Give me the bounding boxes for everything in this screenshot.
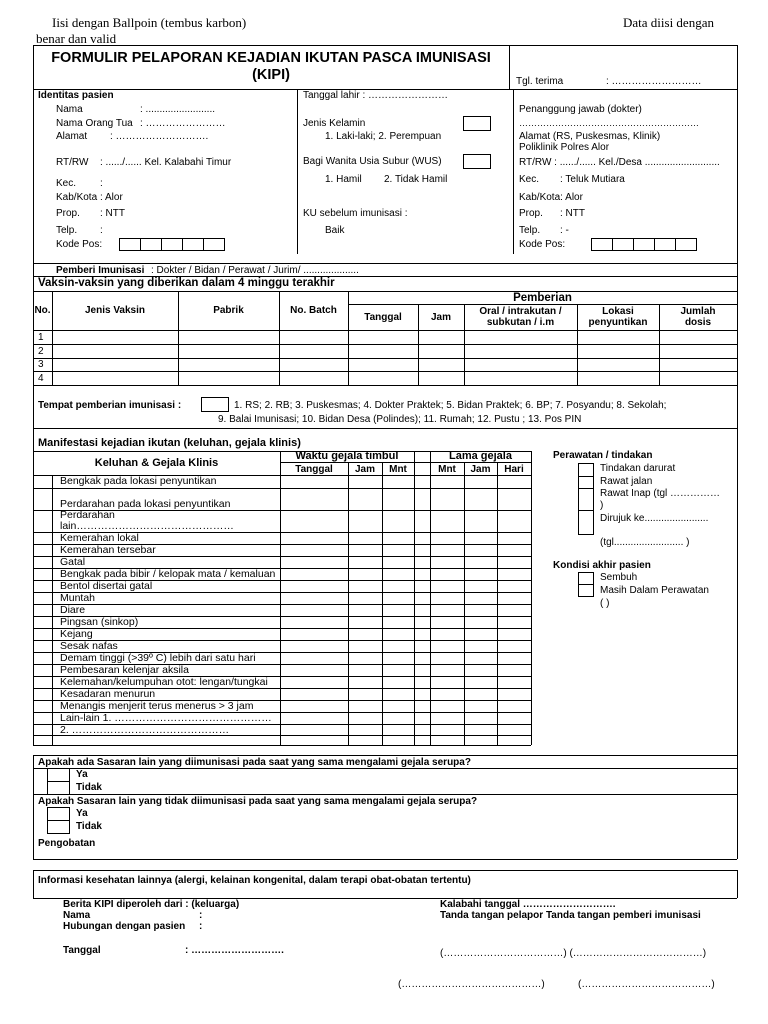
patient-heading: Identitas pasien xyxy=(38,90,114,101)
tgl-lahir-field[interactable]: Tanggal lahir : …………………… xyxy=(303,90,449,101)
gejala-item: Demam tinggi (>39º C) lebih dari satu hari xyxy=(60,652,256,664)
perawatan-inap-close: ) xyxy=(600,500,604,511)
lama-jam: Jam xyxy=(470,464,491,475)
gejala-item: Menangis menjerit terus menerus > 3 jam xyxy=(60,700,254,712)
lama-mnt: Mnt xyxy=(438,464,456,475)
faskes-label: Alamat (RS, Puskesmas, Klinik) xyxy=(519,131,661,142)
waktu-tanggal: Tanggal xyxy=(295,464,333,475)
wus-tidak-hamil: 2. Tidak Hamil xyxy=(384,174,448,185)
gejala-item: Sesak nafas xyxy=(60,640,118,652)
perawatan-dirujuk: Dirujuk ke....................... xyxy=(600,513,709,524)
lama-hari: Hari xyxy=(504,464,524,475)
right-kec-value[interactable]: : Teluk Mutiara xyxy=(560,174,625,185)
sasaran-q2: Apakah Sasaran lain yang tidak diimunisasi pada saat yang sama mengalami gejala serupa? xyxy=(38,796,478,807)
col-jumlah: Jumlah dosis xyxy=(680,306,716,328)
gejala-item: Kesadaran menurun xyxy=(60,688,156,700)
col-no: No. xyxy=(34,305,51,316)
right-kodepos-label: Kode Pos: xyxy=(519,239,566,250)
right-kodepos-boxes[interactable] xyxy=(591,238,697,251)
ortu-label: Nama Orang Tua xyxy=(56,118,133,129)
sig-line-2[interactable]: (……………………………………) xyxy=(398,979,545,990)
gejala-item: Pingsan (sinkop) xyxy=(60,616,139,628)
gejala-item: Bengkak pada lokasi penyuntikan xyxy=(60,475,217,487)
instruction-left-2: benar dan valid xyxy=(36,31,117,46)
kondisi-heading: Kondisi akhir pasien xyxy=(553,560,651,571)
sig-line-3[interactable]: (…………………………………) xyxy=(578,979,715,990)
right-telp-label: Telp. xyxy=(519,225,541,236)
perawatan-checkboxes[interactable] xyxy=(578,463,594,535)
wus-hamil: 1. Hamil xyxy=(325,174,362,185)
footer-tanggal-label: Tanggal xyxy=(63,945,101,956)
pemberian-header: Pemberian xyxy=(513,292,572,304)
instruction-right: Data diisi dengan xyxy=(623,15,714,30)
perawatan-inap: Rawat Inap (tgl …………… xyxy=(600,488,721,499)
perawatan-jalan: Rawat jalan xyxy=(600,476,653,487)
gejala-item: Perdarahan xyxy=(60,509,115,521)
sig-line-1[interactable]: (………………………………) (…………………………………) xyxy=(440,948,707,959)
tempat-label: Tempat pemberian imunisasi : xyxy=(38,400,182,411)
col-no-batch: No. Batch xyxy=(290,305,337,316)
footer-tanggal-field[interactable]: : ………………………. xyxy=(185,945,284,956)
alamat-field[interactable]: : ………………………. xyxy=(110,131,209,142)
sasaran-q1-tidak: Tidak xyxy=(76,782,102,793)
waktu-mnt: Mnt xyxy=(389,464,407,475)
right-telp-value[interactable]: : - xyxy=(560,225,569,236)
kab-field[interactable]: : Alor xyxy=(100,192,123,203)
pengobatan-label: Pengobatan xyxy=(38,838,96,849)
kondisi-keterangan: ( ) xyxy=(600,598,610,609)
prop-label: Prop. xyxy=(56,208,80,219)
form-title-kipi: (KIPI) xyxy=(252,67,290,83)
kab-label: Kab/Kota xyxy=(56,192,98,203)
penanggung-field[interactable]: …………………………………………………… xyxy=(519,118,699,128)
gejala-item: Kemerahan lokal xyxy=(60,532,139,544)
faskes-value[interactable]: Poliklinik Polres Alor xyxy=(519,142,610,153)
kondisi-dirawat-checkbox[interactable] xyxy=(578,584,594,597)
tgl-terima-field[interactable]: : ……………………… xyxy=(606,76,702,87)
gejala-item: Muntah xyxy=(60,592,96,604)
wus-checkbox[interactable] xyxy=(463,154,491,169)
ortu-field[interactable]: : …………………… xyxy=(140,118,226,129)
kondisi-dirawat: Masih Dalam Perawatan xyxy=(600,585,709,596)
vaksin-row: 4 xyxy=(38,373,44,384)
kalabahi-tanggal[interactable]: Kalabahi tanggal ………………………. xyxy=(440,899,616,910)
gejala-item: Kejang xyxy=(60,628,93,640)
vaksin-row: 2 xyxy=(38,346,44,357)
col-jenis-vaksin: Jenis Vaksin xyxy=(84,305,146,316)
kodepos-label: Kode Pos: xyxy=(56,239,103,250)
vaksin-heading: Vaksin-vaksin yang diberikan dalam 4 minggu terakhir xyxy=(38,277,335,289)
footer-nama-label: Nama xyxy=(63,910,91,921)
vaksin-row: 1 xyxy=(38,332,44,343)
ku-label: KU sebelum imunisasi : xyxy=(303,208,408,219)
perawatan-darurat: Tindakan darurat xyxy=(600,463,676,474)
pemberi-options[interactable]: : Dokter / Bidan / Perawat / Jurim/ .................... xyxy=(151,265,359,276)
perawatan-heading: Perawatan / tindakan xyxy=(553,450,653,461)
telp-field[interactable]: : xyxy=(100,225,103,236)
hubungan-colon: : xyxy=(199,921,203,932)
manifestasi-heading: Manifestasi kejadian ikutan (keluhan, gejala klinis) xyxy=(38,437,301,449)
sasaran-q2-tidak: Tidak xyxy=(76,821,102,832)
tempat-options-1: 1. RS; 2. RB; 3. Puskesmas; 4. Dokter Praktek; 5. Bidan Praktek; 6. BP; 7. Posyandu; 8. Sekolah; xyxy=(234,400,667,411)
nama-label: Nama xyxy=(56,104,83,115)
ku-value[interactable]: Baik xyxy=(325,225,345,236)
jk-checkbox[interactable] xyxy=(463,116,491,131)
kec-label: Kec. xyxy=(56,178,77,189)
gejala-item: Bengkak pada bibir / kelopak mata / kemaluan xyxy=(60,568,276,580)
sasaran-q2-ya: Ya xyxy=(76,808,88,819)
nama-field[interactable]: : ......................... xyxy=(140,104,216,115)
penanggung-label: Penanggung jawab (dokter) xyxy=(519,104,642,115)
waktu-header: Waktu gejala timbul xyxy=(295,450,399,462)
tempat-options-2: 9. Balai Imunisasi; 10. Bidan Desa (Polindes); 11. Rumah; 12. Pustu ; 13. Pos PIN xyxy=(218,414,582,425)
jk-label: Jenis Kelamin xyxy=(303,118,366,129)
col-tanggal: Tanggal xyxy=(364,312,402,323)
hubungan-label: Hubungan dengan pasien xyxy=(63,921,186,932)
instruction-left-1: Iisi dengan Ballpoin (tembus karbon) xyxy=(52,15,247,30)
col-oral: Oral / intrakutan / subkutan / i.m xyxy=(479,306,562,328)
keluhan-header: Keluhan & Gejala Klinis xyxy=(94,457,219,469)
footer-nama-colon: : xyxy=(199,910,203,921)
jk-options: 1. Laki-laki; 2. Perempuan xyxy=(325,131,442,142)
col-jam: Jam xyxy=(430,312,451,323)
alamat-label: Alamat xyxy=(56,131,88,142)
gejala-item: Bentol disertai gatal xyxy=(60,580,153,592)
ttd-labels: Tanda tangan pelapor Tanda tangan pemberi imunisasi xyxy=(440,910,701,921)
form-title: FORMULIR PELAPORAN KEJADIAN IKUTAN PASCA IMUNISASI xyxy=(51,50,491,66)
vaksin-row: 3 xyxy=(38,359,44,370)
rtrw-label: RT/RW xyxy=(56,157,89,168)
telp-label: Telp. xyxy=(56,225,78,236)
prop-field[interactable]: : NTT xyxy=(100,208,125,219)
pemberi-label: Pemberi Imunisasi xyxy=(56,265,145,276)
wus-label: Bagi Wanita Usia Subur (WUS) xyxy=(303,156,442,167)
right-kec-label: Kec. xyxy=(519,174,540,185)
info-kesehatan-label: Informasi kesehatan lainnya (alergi, kelainan kongenital, dalam terapi obat-obatan tertentu) xyxy=(38,875,471,886)
tempat-checkbox[interactable] xyxy=(201,397,229,412)
gejala-item: Kelemahan/kelumpuhan otot: lengan/tungkai xyxy=(60,676,268,688)
right-prop-value[interactable]: : NTT xyxy=(560,208,585,219)
gejala-item: Lain-lain 1. ……………………………………… xyxy=(60,712,272,724)
kec-field[interactable]: : xyxy=(100,178,103,189)
kondisi-sembuh: Sembuh xyxy=(600,572,638,583)
perawatan-tgl: (tgl......................... ) xyxy=(600,537,690,548)
col-pabrik: Pabrik xyxy=(213,305,244,316)
right-rtrw[interactable]: RT/RW : ....../...... Kel./Desa ........................... xyxy=(519,157,720,168)
gejala-item: 2. ……………………………………… xyxy=(60,724,230,736)
gejala-item: Perdarahan pada lokasi penyuntikan xyxy=(60,498,231,510)
tgl-terima-label: Tgl. terima xyxy=(516,76,564,87)
gejala-item: Gatal xyxy=(60,556,86,568)
waktu-jam: Jam xyxy=(354,464,375,475)
sasaran-q1-ya: Ya xyxy=(76,769,88,780)
rtrw-field[interactable]: : ....../...... Kel. Kalabahi Timur xyxy=(100,157,232,168)
col-lokasi: Lokasi penyuntikan xyxy=(588,306,648,328)
gejala-item: Kemerahan tersebar xyxy=(60,544,156,556)
gejala-item: lain……………………………………… xyxy=(60,520,234,532)
sasaran-q1: Apakah ada Sasaran lain yang diimunisasi pada saat yang sama mengalami gejala serupa? xyxy=(38,757,471,768)
right-kab[interactable]: Kab/Kota: Alor xyxy=(519,192,583,203)
gejala-item: Diare xyxy=(60,604,86,616)
lama-header: Lama gejala xyxy=(449,450,512,462)
berita-label: Berita KIPI diperoleh dari : (keluarga) xyxy=(63,899,240,910)
right-prop-label: Prop. xyxy=(519,208,543,219)
gejala-item: Pembesaran kelenjar aksila xyxy=(60,664,189,676)
kodepos-boxes[interactable] xyxy=(119,238,225,251)
